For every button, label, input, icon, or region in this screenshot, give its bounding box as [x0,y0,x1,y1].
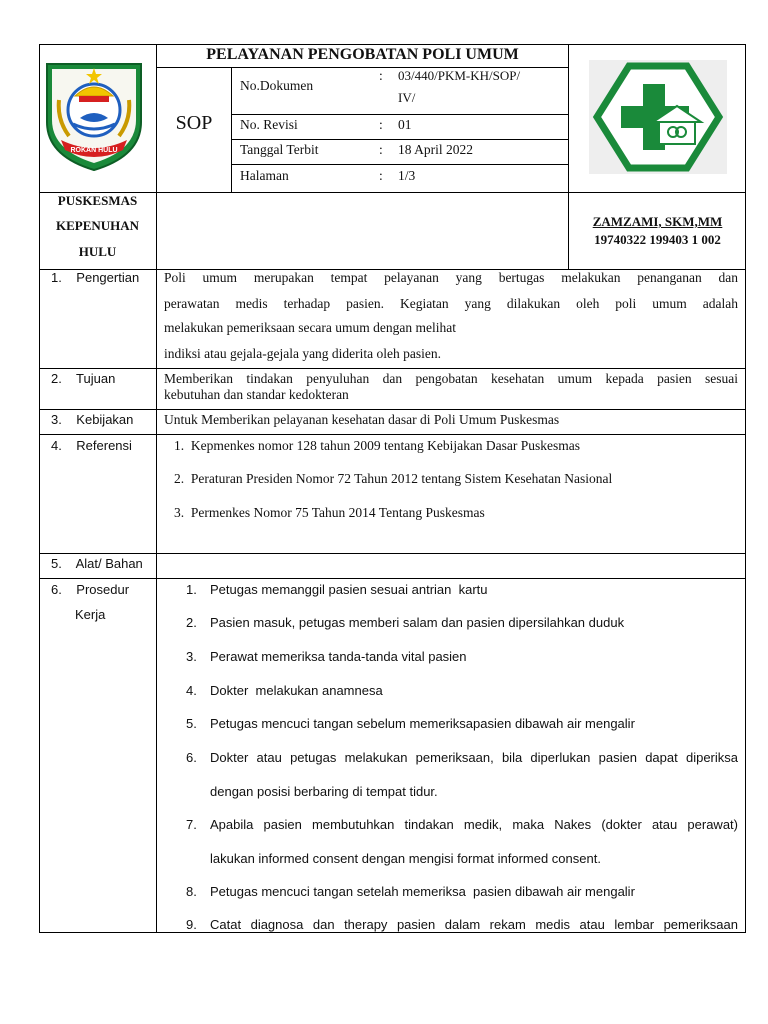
page-count-colon: : [379,168,383,183]
step-number: 8. [186,884,197,899]
step-text: Catat diagnosa dan therapy pasien dalam rekam medis atau lembar pemeriksaan [210,917,738,932]
institution-name: KEPENUHAN [55,218,140,233]
referensi-item: 3. Permenkes Nomor 75 Tahun 2014 Tentang Puskesmas [174,505,485,520]
puskesmas-cross-icon [589,60,727,174]
step-text: Dokter atau petugas melakukan pemeriksaan, bila diperlukan pasien dapat diperiksa [210,750,738,765]
doc-number-colon: : [379,68,383,83]
page-count-label: Halaman [240,168,289,183]
step-text: Petugas mencuci tangan sebelum memeriksapasien dibawah air mengalir [210,716,635,731]
section-label-pengertian: 1. Pengertian [51,270,140,285]
step-text: Petugas memanggil pasien sesuai antrian kartu [210,582,488,597]
step-number: 5. [186,716,197,731]
section-label-prosedur-cont: Kerja [75,607,106,622]
issue-date-label: Tanggal Terbit [240,142,319,157]
rokan-hulu-emblem-icon [43,60,145,172]
divider [39,368,746,369]
institution-name: PUSKESMAS [57,193,138,208]
step-text: Petugas mencuci tangan setelah memeriksa pasien dibawah air mengalir [210,884,635,899]
section-label-alat: 5. Alat/ Bahan [51,556,143,571]
step-text: Dokter melakukan anamnesa [210,683,383,698]
divider [231,164,569,165]
institution-name: HULU [78,244,117,259]
doc-number-value-cont: IV/ [398,90,416,105]
revision-value: 01 [398,117,412,132]
page-title: PELAYANAN PENGOBATAN POLI UMUM [206,46,519,63]
kebijakan-text: Untuk Memberikan pelayanan kesehatan dasar di Poli Umum Puskesmas [164,412,560,427]
logo-banner-text: ROKAN HULU [70,147,118,154]
tujuan-text: kebutuhan dan standar kedokteran [164,387,349,402]
page-count-value: 1/3 [398,168,416,183]
step-text-cont: lakukan informed consent dengan mengisi format informed consent. [210,851,601,866]
divider [231,139,569,140]
signatory-nip: 19740322 199403 1 002 [594,232,721,247]
pengertian-text: melakukan pemeriksaan secara umum dengan melihat [164,320,457,335]
section-label-tujuan: 2. Tujuan [51,371,116,386]
section-label-referensi: 4. Referensi [51,438,132,453]
step-number: 9. [186,917,197,932]
tujuan-text: Memberikan tindakan penyuluhan dan pengobatan kesehatan umum kepada pasien sesuai [164,371,738,386]
divider [39,434,746,435]
divider [231,67,232,192]
divider [39,409,746,410]
step-number: 7. [186,817,197,832]
step-number: 3. [186,649,197,664]
step-number: 6. [186,750,197,765]
step-text: Pasien masuk, petugas memberi salam dan pasien dipersilahkan duduk [210,615,625,630]
revision-colon: : [379,117,383,132]
pengertian-text: perawatan medis terhadap pasien. Kegiatan yang dilakukan oleh poli umum adalah [164,296,738,311]
divider [231,114,569,115]
step-number: 1. [186,582,197,597]
sop-label: SOP [175,112,213,134]
referensi-item: 2. Peraturan Presiden Nomor 72 Tahun 2012 tentang Sistem Kesehatan Nasional [174,471,613,486]
pengertian-text: Poli umum merupakan tempat pelayanan yang bertugas melakukan penanganan dan [164,270,738,285]
step-number: 4. [186,683,197,698]
section-label-prosedur: 6. Prosedur [51,582,130,597]
signatory-name: ZAMZAMI, SKM,MM [592,214,723,229]
doc-number-value: 03/440/PKM-KH/SOP/ [398,68,521,83]
step-text: Perawat memeriksa tanda-tanda vital pasien [210,649,467,664]
step-text-cont: dengan posisi berbaring di tempat tidur. [210,784,438,799]
pengertian-text: indiksi atau gejala-gejala yang diderita oleh pasien. [164,346,442,361]
divider [39,553,746,554]
referensi-item: 1. Kepmenkes nomor 128 tahun 2009 tentang Kebijakan Dasar Puskesmas [174,438,581,453]
issue-date-colon: : [379,142,383,157]
divider [156,44,157,270]
revision-label: No. Revisi [240,117,298,132]
section-label-kebijakan: 3. Kebijakan [51,412,134,427]
doc-number-label: No.Dokumen [240,78,314,93]
step-text: Apabila pasien membutuhkan tindakan medik, maka Nakes (dokter atau perawat) [210,817,738,832]
issue-date-value: 18 April 2022 [398,142,474,157]
divider [39,578,746,579]
step-number: 2. [186,615,197,630]
